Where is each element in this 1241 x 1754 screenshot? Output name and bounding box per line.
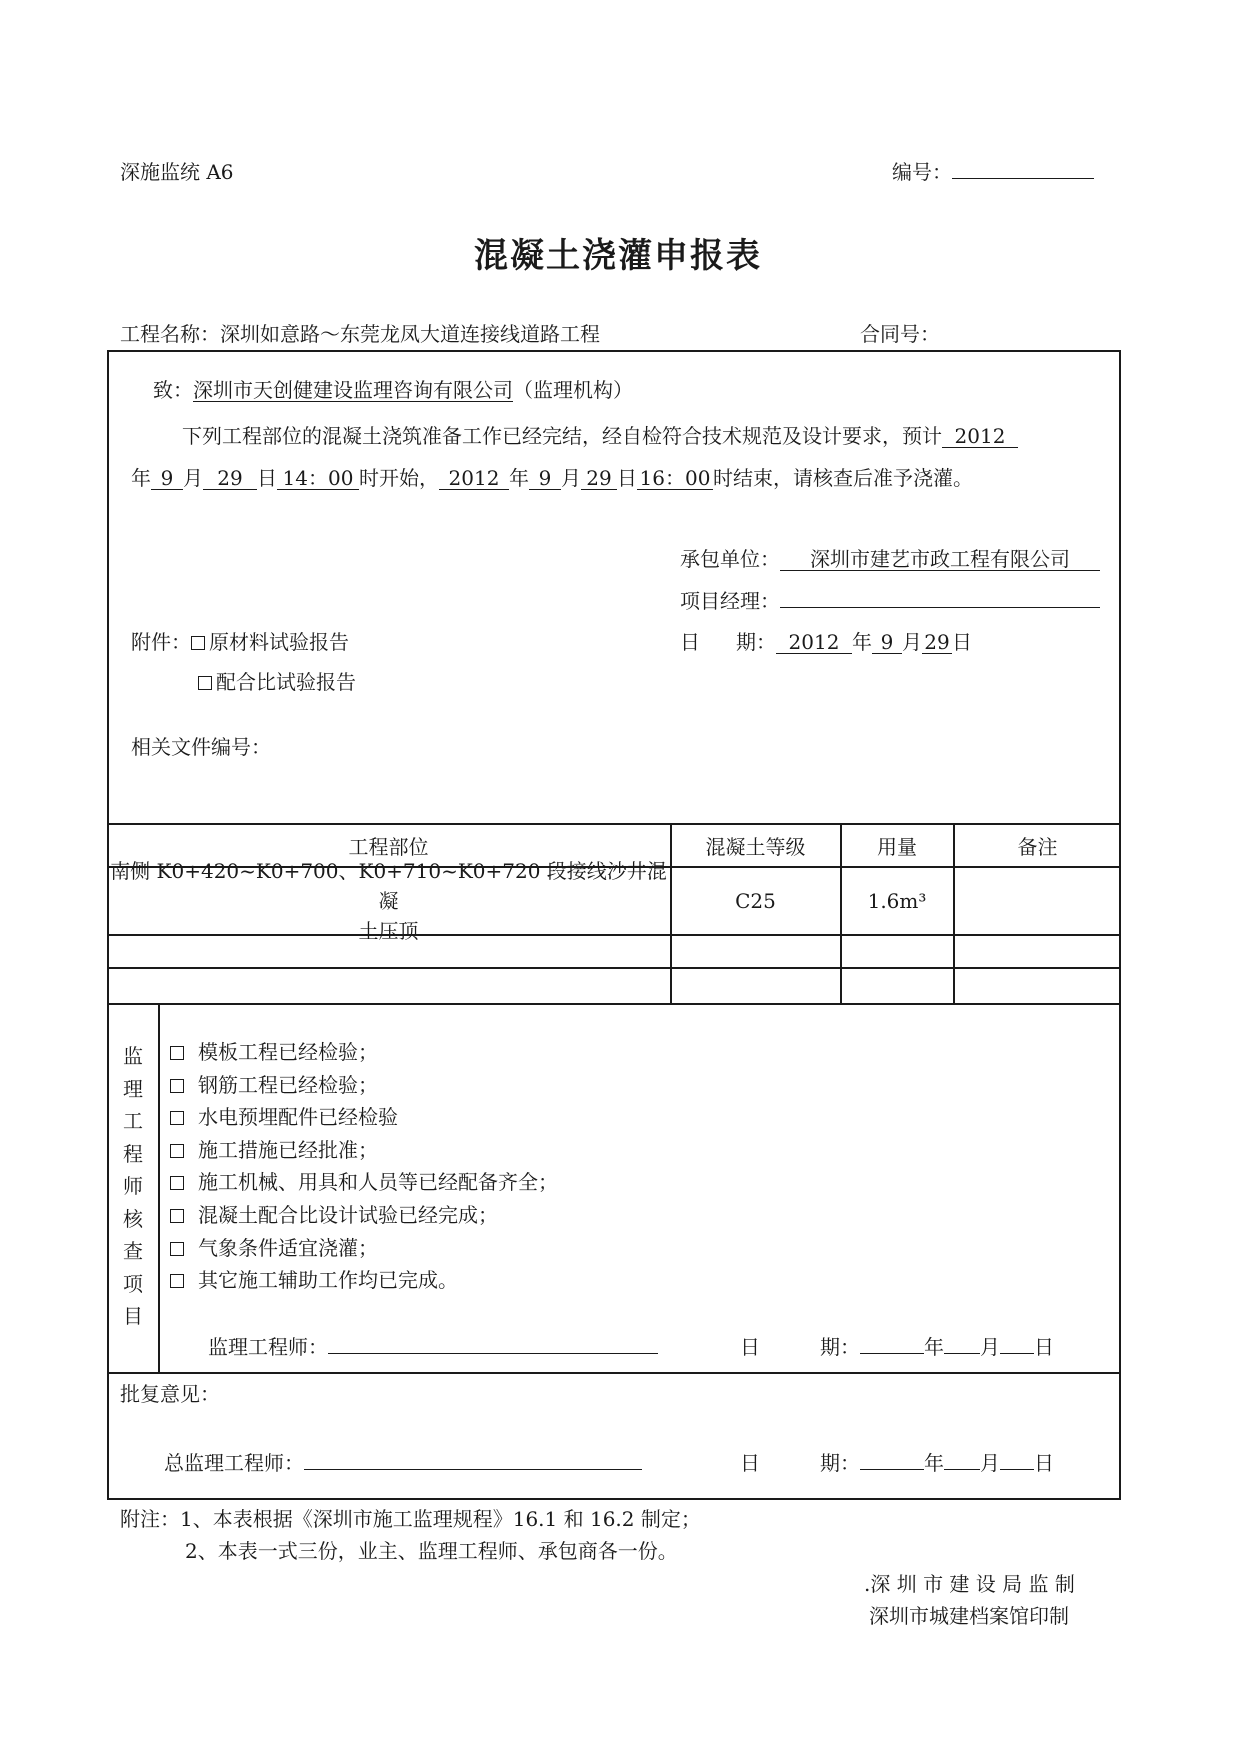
contract-label: 合同号：: [860, 322, 940, 346]
approval-day-blank[interactable]: [1000, 1451, 1034, 1470]
day-char: 日: [952, 630, 972, 654]
end-suffix: 时结束，请核查后准予浇灌。: [713, 466, 973, 490]
row1-location-line1: 南侧 K0+420~K0+700、K0+710~K0+720 段接线沙井混凝: [110, 858, 667, 913]
pm-label: 项目经理：: [680, 589, 780, 613]
header-quantity: 用量: [877, 834, 917, 859]
table-row1-line: [107, 934, 1121, 936]
engineer-label: 监理工程师：: [208, 1335, 328, 1359]
month-char: 月: [561, 466, 581, 490]
check-item-checkbox[interactable]: [170, 1111, 184, 1125]
row1-quantity: 1.6m³: [867, 888, 927, 913]
date-label-2: 期：: [820, 1451, 860, 1475]
table-bottom-line: [107, 1003, 1121, 1005]
check-item-label: 混凝土配合比设计试验已经完成；: [198, 1202, 498, 1227]
project-name: [120, 318, 600, 347]
date-label-2: 期：: [820, 1335, 860, 1359]
chief-signature: [164, 1447, 642, 1476]
attachment-2-label: 配合比试验报告: [216, 670, 356, 694]
attachment-label: 附件：: [131, 630, 191, 654]
contractor: [680, 543, 1100, 572]
check-item-label: 其它施工辅助工作均已完成。: [198, 1268, 458, 1293]
date-year: 2012: [776, 632, 852, 654]
vertical-char: 核: [123, 1206, 143, 1231]
project-manager: [680, 585, 1100, 614]
date-label-1: 日: [740, 1451, 760, 1475]
check-item: [170, 1069, 558, 1102]
vertical-char: 师: [123, 1174, 143, 1198]
printer: 深圳市城建档案馆印制: [869, 1604, 1069, 1628]
approval-year-blank[interactable]: [860, 1451, 924, 1470]
approval-label: 批复意见：: [120, 1382, 220, 1406]
start-suffix: 时开始，: [359, 466, 439, 490]
check-item-label: 施工措施已经批准；: [198, 1137, 378, 1162]
start-time: 14：00: [277, 468, 359, 490]
check-item: [170, 1036, 558, 1069]
header-grade: 混凝土等级: [705, 834, 806, 859]
application-body-line1: [182, 420, 1018, 449]
table-row: [107, 858, 670, 943]
month-char: 月: [980, 1451, 1000, 1475]
inspection-date: [740, 1331, 1054, 1360]
approval-month-blank[interactable]: [944, 1451, 980, 1470]
page-title: 混凝土浇灌申报表: [474, 236, 762, 276]
contract-number: [860, 318, 940, 347]
check-item-label: 钢筋工程已经检验；: [198, 1072, 378, 1097]
project-name-label: 工程名称：: [120, 322, 220, 346]
year-char: 年: [509, 466, 529, 490]
inspection-vertical-label: [118, 1040, 148, 1333]
check-item: [170, 1264, 558, 1297]
check-item-label: 施工机械、用具和人员等已经配备齐全；: [198, 1170, 558, 1195]
end-time: 16：00: [637, 468, 713, 490]
start-day: 29: [203, 468, 257, 490]
check-item-checkbox[interactable]: [170, 1242, 184, 1256]
table-row2-line: [107, 967, 1121, 969]
date-label-2: 期：: [736, 630, 776, 654]
chief-label: 总监理工程师：: [164, 1451, 304, 1475]
to-label: 致：: [153, 378, 193, 402]
date-day: 29: [922, 632, 952, 654]
row1-remark: [954, 867, 1121, 934]
application-body-text: 下列工程部位的混凝土浇筑准备工作已经完结，经自检符合技术规范及设计要求，预计: [182, 424, 942, 448]
vertical-char: 项: [123, 1271, 143, 1296]
chief-signature-blank[interactable]: [304, 1451, 642, 1470]
issuer: .深 圳 市 建 设 局 监 制: [864, 1572, 1075, 1596]
vertical-char: 工: [123, 1109, 143, 1133]
header-location: 工程部位: [348, 834, 429, 859]
number-label: 编号：: [892, 160, 952, 184]
vertical-char: 查: [123, 1239, 143, 1263]
end-day: 29: [581, 468, 617, 490]
attachment-1: [131, 626, 349, 655]
inspection-bottom-line: [107, 1372, 1121, 1374]
day-char: 日: [1034, 1451, 1054, 1475]
engineer-signature: [208, 1331, 658, 1360]
contractor-value: 深圳市建艺市政工程有限公司: [780, 549, 1100, 571]
project-name-value: 深圳如意路～东莞龙凤大道连接线道路工程: [220, 322, 600, 346]
start-year: 2012: [942, 426, 1018, 448]
pm-signature-blank[interactable]: [780, 589, 1100, 608]
check-item: [170, 1101, 558, 1134]
number-blank[interactable]: [952, 160, 1094, 179]
to-suffix: （监理机构）: [513, 378, 633, 402]
day-char: 日: [1034, 1335, 1054, 1359]
check-item: [170, 1232, 558, 1265]
vertical-char: 监: [123, 1044, 143, 1068]
attachment-1-checkbox[interactable]: [191, 636, 205, 650]
date-label-1: 日: [680, 630, 700, 654]
check-item: [170, 1166, 558, 1199]
check-item-checkbox[interactable]: [170, 1079, 184, 1093]
attachment-1-label: 原材料试验报告: [209, 630, 349, 654]
check-item-label: 模板工程已经检验；: [198, 1040, 378, 1064]
year-char: 年: [852, 630, 872, 654]
row1-location-line2: 土压顶: [358, 918, 419, 943]
check-item-checkbox[interactable]: [170, 1274, 184, 1288]
date-month: 9: [872, 632, 902, 654]
addressee: [153, 374, 633, 403]
inspection-day-blank[interactable]: [1000, 1335, 1034, 1354]
check-item: [170, 1199, 558, 1232]
check-item-checkbox[interactable]: [170, 1144, 184, 1158]
date-label-1: 日: [740, 1335, 760, 1359]
month-char: 月: [183, 466, 203, 490]
number-field: [892, 156, 1094, 185]
check-item-checkbox[interactable]: [170, 1176, 184, 1190]
inspection-month-blank[interactable]: [944, 1335, 980, 1354]
check-item: [170, 1134, 558, 1167]
inspection-divider: [158, 1003, 160, 1372]
year-char: 年: [924, 1335, 944, 1359]
vertical-char: 程: [123, 1141, 143, 1166]
note-line-1: 附注：1、本表根据《深圳市施工监理规程》16.1 和 16.2 制定；: [120, 1507, 701, 1531]
header-remark: 备注: [1017, 834, 1058, 859]
month-char: 月: [902, 630, 922, 654]
supervisor-org: 深圳市天创健建设监理咨询有限公司: [193, 378, 513, 402]
approval-date: [740, 1447, 1054, 1476]
start-month: 9: [151, 468, 183, 490]
application-body-line2: [131, 462, 973, 491]
inspection-checklist: [170, 1036, 558, 1297]
row1-grade: C25: [735, 888, 776, 913]
attachment-2: [198, 666, 356, 695]
engineer-signature-blank[interactable]: [328, 1335, 658, 1354]
year-char: 年: [924, 1451, 944, 1475]
contractor-label: 承包单位：: [680, 547, 780, 571]
check-item-label: 水电预埋配件已经检验: [198, 1105, 398, 1130]
end-year: 2012: [439, 468, 509, 490]
day-char: 日: [257, 466, 277, 490]
check-item-label: 气象条件适宜浇灌；: [198, 1235, 378, 1260]
month-char: 月: [980, 1335, 1000, 1359]
note-line-2: 2、本表一式三份，业主、监理工程师、承包商各一份。: [185, 1539, 678, 1563]
form-code: 深施监统 A6: [120, 160, 234, 184]
day-char: 日: [617, 466, 637, 490]
check-item-checkbox[interactable]: [170, 1046, 184, 1060]
check-item-checkbox[interactable]: [170, 1209, 184, 1223]
inspection-year-blank[interactable]: [860, 1335, 924, 1354]
attachment-2-checkbox[interactable]: [198, 676, 212, 690]
vertical-char: 目: [123, 1304, 143, 1328]
vertical-char: 理: [123, 1076, 143, 1101]
application-date: [680, 626, 972, 655]
end-month: 9: [529, 468, 561, 490]
year-char: 年: [131, 466, 151, 490]
related-docs: 相关文件编号：: [131, 735, 271, 759]
